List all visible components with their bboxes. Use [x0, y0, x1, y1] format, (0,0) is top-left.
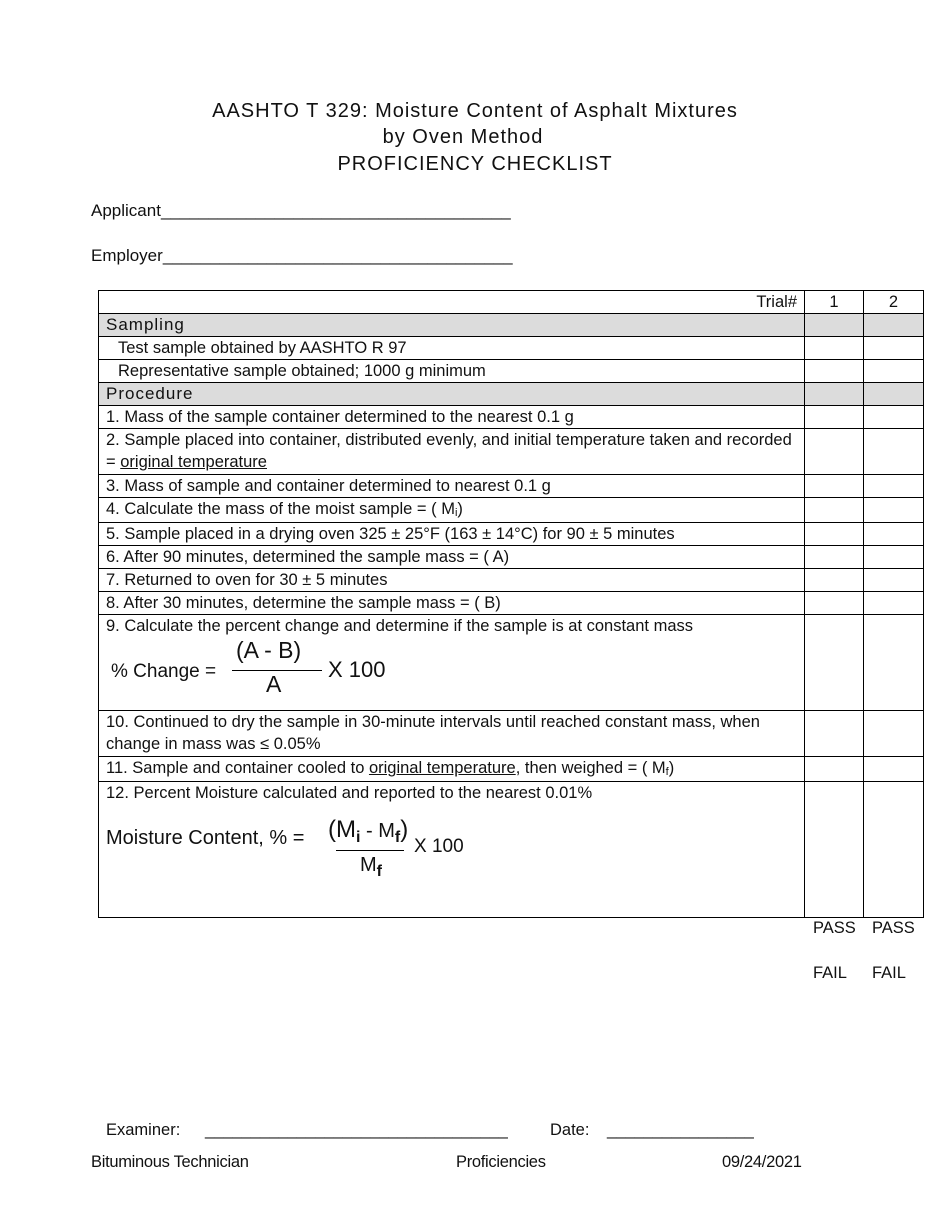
trial-1-header: 1	[805, 291, 864, 314]
sampling-item-2: Representative sample obtained; 1000 g minimum	[99, 360, 805, 383]
footer-center: Proficiencies	[456, 1153, 546, 1171]
step-11-close: )	[668, 759, 675, 777]
check-cell[interactable]	[805, 360, 864, 383]
check-cell[interactable]	[805, 569, 864, 592]
fail-trial-2[interactable]: FAIL	[872, 964, 906, 982]
date-label: Date:	[550, 1121, 590, 1139]
formula-lhs: % Change =	[111, 661, 217, 682]
checklist-table	[98, 290, 924, 918]
applicant-field[interactable]	[91, 201, 511, 221]
table-row	[99, 475, 924, 498]
table-row	[99, 782, 924, 918]
footer-left: Bituminous Technician	[91, 1153, 249, 1171]
check-cell[interactable]	[864, 615, 924, 711]
sampling-item-1: Test sample obtained by AASHTO R 97	[99, 337, 805, 360]
employer-line[interactable]: _____________________________________	[162, 246, 513, 265]
step-8: 8. After 30 minutes, determine the sample mass = ( B)	[99, 592, 805, 615]
step-12-text: 12. Percent Moisture calculated and reported to the nearest 0.01%	[106, 784, 593, 802]
formula-multiplier: X 100	[328, 657, 386, 682]
step-2-underlined: original temperature	[120, 453, 267, 471]
step-5: 5. Sample placed in a drying oven 325 ± 25°F (163 ± 14°C) for 90 ± 5 minutes	[99, 523, 805, 546]
table-row	[99, 523, 924, 546]
title-line-3: PROFICIENCY CHECKLIST	[337, 153, 613, 175]
employer-field[interactable]	[91, 246, 513, 266]
step-11-text-2: , then weighed = ( M	[515, 759, 666, 777]
step-9	[99, 615, 805, 711]
mc-num-i: i	[355, 829, 361, 846]
check-cell[interactable]	[805, 406, 864, 429]
step-6: 6. After 90 minutes, determined the sample mass = ( A)	[99, 546, 805, 569]
table-row	[99, 546, 924, 569]
mc-formula-lhs: Moisture Content, % =	[106, 827, 305, 849]
step-4	[99, 498, 805, 523]
mc-fraction-bar	[336, 850, 404, 851]
check-cell[interactable]	[864, 546, 924, 569]
procedure-cell-2	[864, 383, 924, 406]
procedure-header: Procedure	[99, 383, 805, 406]
check-cell[interactable]	[864, 523, 924, 546]
check-cell[interactable]	[864, 711, 924, 757]
mc-num-close: )	[400, 816, 409, 843]
check-cell[interactable]	[864, 782, 924, 918]
trial-2-header: 2	[864, 291, 924, 314]
sampling-cell-1	[805, 314, 864, 337]
check-cell[interactable]	[805, 337, 864, 360]
check-cell[interactable]	[864, 406, 924, 429]
check-cell[interactable]	[864, 569, 924, 592]
procedure-section-row	[99, 383, 924, 406]
percent-change-formula	[106, 637, 797, 705]
step-2	[99, 429, 805, 475]
check-cell[interactable]	[805, 498, 864, 523]
check-cell[interactable]	[805, 523, 864, 546]
examiner-line[interactable]: _________________________________	[205, 1121, 508, 1139]
step-4-subscript: i	[454, 507, 458, 519]
step-11-underlined: original temperature	[368, 759, 516, 777]
mc-formula-multiplier: X 100	[414, 836, 464, 857]
step-12	[99, 782, 805, 918]
check-cell[interactable]	[864, 757, 924, 782]
moisture-content-formula	[106, 804, 797, 912]
table-row	[99, 711, 924, 757]
sampling-header: Sampling	[99, 314, 805, 337]
mc-num-open: (M	[328, 816, 356, 843]
title-line-1: AASHTO T 329: Moisture Content of Asphalt Mixtures	[212, 100, 738, 122]
step-2-text: 2. Sample placed into container, distributed evenly, and initial temperature taken and recorded =	[106, 431, 792, 471]
applicant-line[interactable]: _____________________________________	[160, 201, 511, 220]
check-cell[interactable]	[805, 757, 864, 782]
mc-num-mid: - M	[360, 820, 395, 842]
mc-den-f: f	[376, 863, 382, 880]
step-11-subscript: f	[665, 766, 669, 778]
check-cell[interactable]	[805, 615, 864, 711]
step-4-text: 4. Calculate the mass of the moist sample = ( M	[106, 500, 455, 518]
step-10: 10. Continued to dry the sample in 30-minute intervals until reached constant mass, when change in mass was ≤ 0.05%	[99, 711, 805, 757]
check-cell[interactable]	[805, 429, 864, 475]
check-cell[interactable]	[805, 782, 864, 918]
table-row	[99, 337, 924, 360]
step-11	[99, 757, 805, 782]
mc-den-m: M	[360, 854, 377, 876]
check-cell[interactable]	[805, 592, 864, 615]
check-cell[interactable]	[805, 475, 864, 498]
check-cell[interactable]	[864, 498, 924, 523]
table-row	[99, 498, 924, 523]
trial-header-row	[99, 291, 924, 314]
step-11-text: 11. Sample and container cooled to	[106, 759, 369, 777]
table-row	[99, 360, 924, 383]
formula-numerator: (A - B)	[236, 637, 302, 663]
document-title	[0, 100, 950, 180]
sampling-section-row	[99, 314, 924, 337]
mc-num-f: f	[394, 829, 401, 846]
step-1: 1. Mass of the sample container determined to the nearest 0.1 g	[99, 406, 805, 429]
procedure-cell-1	[805, 383, 864, 406]
table-row	[99, 757, 924, 782]
mc-formula-numerator	[328, 816, 409, 846]
table-row	[99, 406, 924, 429]
check-cell[interactable]	[864, 337, 924, 360]
footer-date: 09/24/2021	[722, 1153, 802, 1171]
check-cell[interactable]	[864, 475, 924, 498]
date-line[interactable]: ________________	[607, 1121, 754, 1139]
check-cell[interactable]	[864, 360, 924, 383]
fail-trial-1[interactable]: FAIL	[813, 964, 847, 982]
table-row	[99, 615, 924, 711]
applicant-label: Applicant	[91, 201, 161, 220]
table-row	[99, 429, 924, 475]
step-9-text: 9. Calculate the percent change and determine if the sample is at constant mass	[106, 617, 693, 635]
step-4-close: )	[457, 500, 463, 518]
formula-denominator: A	[266, 671, 282, 697]
mc-formula-denominator	[360, 854, 382, 878]
table-row	[99, 592, 924, 615]
table-row	[99, 569, 924, 592]
pass-trial-2[interactable]: PASS	[872, 919, 915, 937]
step-3: 3. Mass of sample and container determined to nearest 0.1 g	[99, 475, 805, 498]
pass-trial-1[interactable]: PASS	[813, 919, 856, 937]
title-line-2: by Oven Method	[382, 126, 544, 148]
check-cell[interactable]	[805, 546, 864, 569]
check-cell[interactable]	[805, 711, 864, 757]
step-7: 7. Returned to oven for 30 ± 5 minutes	[99, 569, 805, 592]
check-cell[interactable]	[864, 429, 924, 475]
check-cell[interactable]	[864, 592, 924, 615]
examiner-label: Examiner:	[106, 1121, 181, 1139]
sampling-cell-2	[864, 314, 924, 337]
employer-label: Employer	[91, 246, 163, 265]
trial-label: Trial#	[99, 291, 805, 314]
